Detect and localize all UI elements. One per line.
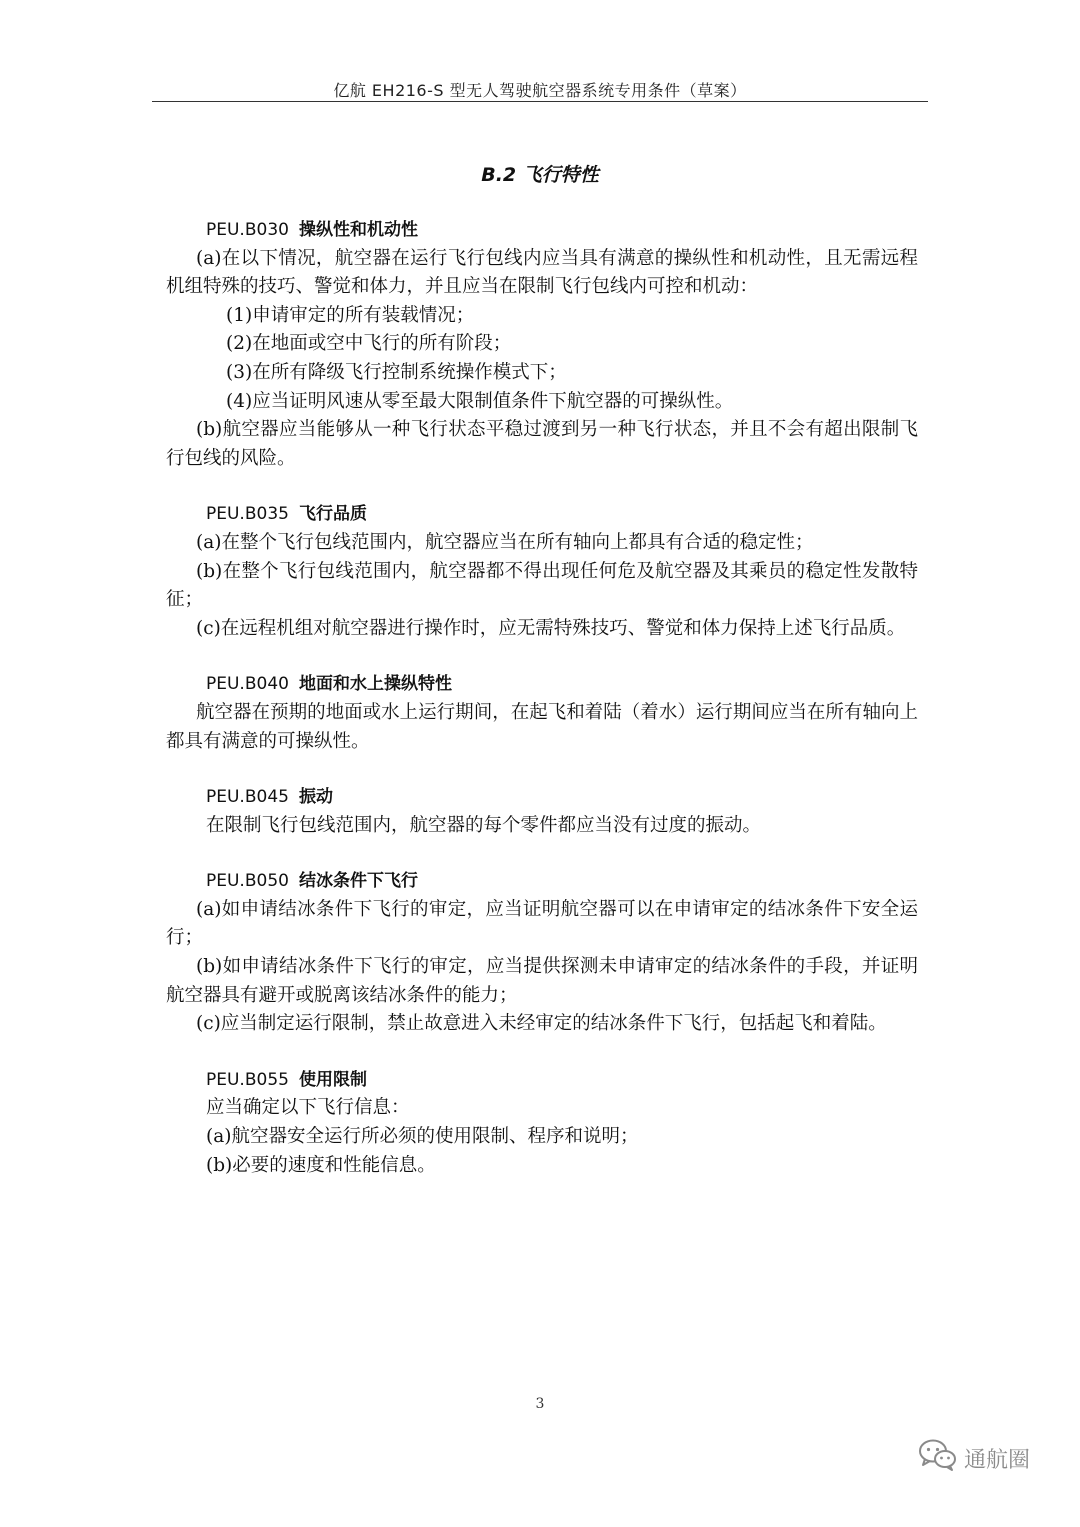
clause-code: PEU.B035	[206, 504, 289, 525]
clause-title	[166, 216, 918, 245]
clause-title	[166, 867, 918, 896]
clause-code: PEU.B045	[206, 787, 289, 808]
clause-subitem: (2)在地面或空中飞行的所有阶段；	[226, 333, 512, 355]
clause-paragraph: (a)如申请结冰条件下飞行的审定，应当证明航空器可以在申请审定的结冰条件下安全运行；	[166, 898, 918, 949]
clause-paragraph: (c)应当制定运行限制，禁止故意进入未经审定的结冰条件下飞行，包括起飞和着陆。	[196, 1013, 887, 1035]
clause-b050	[166, 867, 918, 1039]
document-header: 亿航 EH216-S 型无人驾驶航空器系统专用条件（草案）	[333, 81, 747, 100]
clause-paragraph: (b)必要的速度和性能信息。	[206, 1154, 436, 1176]
clause-paragraph: 应当确定以下飞行信息：	[206, 1097, 410, 1119]
clause-paragraph: (a)在整个飞行包线范围内，航空器应当在所有轴向上都具有合适的稳定性；	[196, 531, 814, 553]
clause-paragraph: (b)航空器应当能够从一种飞行状态平稳过渡到另一种飞行状态，并且不会有超出限制飞行包线的风险。	[166, 419, 918, 469]
clause-name: 振动	[298, 787, 333, 808]
clause-name: 使用限制	[298, 1069, 367, 1090]
clause-paragraph: (a)航空器安全运行所必须的使用限制、程序和说明；	[206, 1126, 639, 1148]
clause-b045	[166, 783, 918, 840]
clause-title	[166, 500, 918, 529]
clause-subitem: (4)应当证明风速从零至最大限制值条件下航空器的可操纵性。	[226, 390, 734, 412]
clause-code: PEU.B040	[206, 674, 289, 695]
clause-name: 地面和水上操纵特性	[298, 674, 452, 695]
clause-code: PEU.B030	[206, 220, 289, 240]
clause-b040	[166, 670, 918, 756]
clause-name: 飞行品质	[298, 504, 367, 525]
section-title: B.2 飞行特性	[481, 164, 599, 186]
clause-title	[166, 1066, 918, 1095]
clause-b035	[166, 500, 918, 643]
clause-paragraph: 航空器在预期的地面或水上运行期间，在起飞和着陆（着水）运行期间应当在所有轴向上都具有满意的可操纵性。	[166, 701, 918, 752]
clause-title	[166, 670, 918, 699]
document-body	[166, 216, 918, 1207]
clause-paragraph: (b)在整个飞行包线范围内，航空器都不得出现任何危及航空器及其乘员的稳定性发散特征；	[166, 560, 918, 611]
clause-paragraph: (a)在以下情况，航空器在运行飞行包线内应当具有满意的操纵性和机动性，且无需远程机组特殊的技巧、警觉和体力，并且应当在限制飞行包线内可控和机动：	[166, 247, 918, 298]
clause-subitem: (3)在所有降级飞行控制系统操作模式下；	[226, 361, 567, 383]
clause-subitem: (1)申请审定的所有装载情况；	[226, 304, 475, 326]
clause-name: 结冰条件下飞行	[298, 871, 418, 892]
clause-title	[166, 783, 918, 812]
wechat-icon	[918, 1438, 958, 1478]
watermark-text: 通航圈	[964, 1447, 1031, 1473]
clause-code: PEU.B055	[206, 1069, 289, 1090]
clause-paragraph: 在限制飞行包线范围内，航空器的每个零件都应当没有过度的振动。	[206, 814, 762, 836]
clause-name: 操纵性和机动性	[298, 220, 418, 240]
page-number: 3	[535, 1396, 545, 1412]
clause-b030	[166, 216, 918, 473]
header-rule	[152, 101, 928, 102]
clause-paragraph: (b)如申请结冰条件下飞行的审定，应当提供探测未申请审定的结冰条件的手段，并证明航空器具有避开或脱离该结冰条件的能力；	[166, 956, 918, 1006]
watermark	[918, 1436, 1030, 1480]
clause-paragraph: (c)在远程机组对航空器进行操作时，应无需特殊技巧、警觉和体力保持上述飞行品质。	[196, 617, 906, 639]
clause-code: PEU.B050	[206, 871, 289, 892]
clause-b055	[166, 1066, 918, 1180]
